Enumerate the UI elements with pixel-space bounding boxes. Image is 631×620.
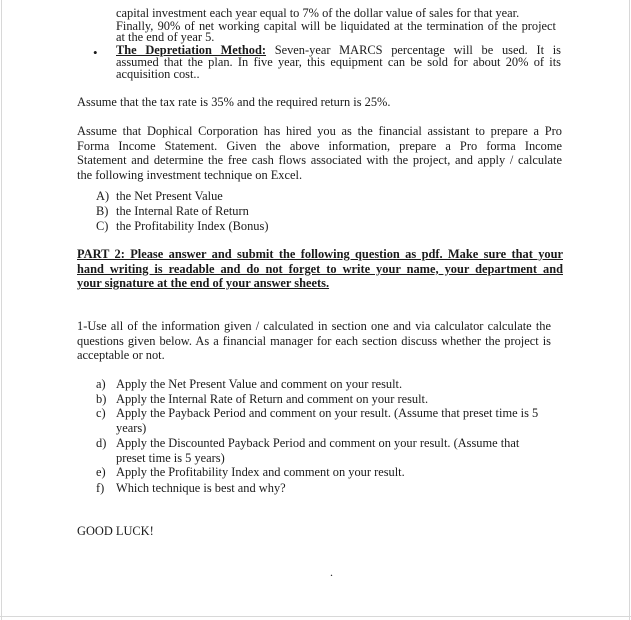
list-text: years): [116, 421, 147, 435]
depreciation-line-2: assumed that the plan. In five year, this equipment can be sold for about 20% of its: [116, 54, 561, 69]
list-label: c): [96, 406, 106, 420]
question-intro: [77, 319, 551, 363]
list-text: Which technique is best and why?: [116, 481, 286, 495]
part2-heading: [77, 247, 563, 291]
list-item: [96, 219, 269, 234]
paragraph-line: Assume that Dophical Corporation has hired you as the financial assistant to prepare a Pro: [77, 124, 562, 138]
depreciation-heading: The Depretiation Method:: [116, 43, 267, 57]
part2-heading-line: hand writing is readable and do not forget to write your name, your department and: [77, 261, 563, 276]
list-item: [96, 481, 286, 496]
previous-bullet-continuation: [116, 6, 556, 45]
continuation-line: at the end of year 5.: [116, 30, 215, 45]
list-label: d): [96, 436, 107, 450]
list-text: Apply the Net Present Value and comment on your result.: [116, 377, 403, 391]
list-label: b): [96, 392, 107, 406]
assignment-paragraph: [77, 124, 562, 182]
list-label: a): [96, 377, 106, 391]
list-item: [96, 377, 403, 392]
list-item: [96, 189, 223, 204]
paragraph-line: Statement and determine the free cash flows associated with the project, and apply / calculate: [77, 153, 562, 168]
part2-heading-line: PART 2: Please answer and submit the following question as pdf. Make sure that your: [77, 247, 563, 261]
intro-line: questions given below. As a financial manager for each section discuss whether the project is: [77, 333, 551, 348]
list-label: A): [96, 189, 110, 203]
depreciation-bullet: [116, 43, 561, 82]
paragraph-line: the following investment technique on Excel.: [77, 167, 303, 182]
list-item: [96, 204, 249, 219]
page-left-edge: [1, 0, 2, 620]
list-text: Apply the Internal Rate of Return and comment on your result.: [116, 392, 429, 406]
list-text: Apply the Profitability Index and comment on your result.: [116, 465, 405, 479]
list-text: Apply the Payback Period and comment on your result. (Assume that preset time is 5: [116, 406, 539, 420]
stray-mark: .: [330, 565, 333, 579]
list-text: Apply the Discounted Payback Period and comment on your result. (Assume that: [116, 436, 520, 450]
list-text: the Internal Rate of Return: [116, 204, 249, 218]
list-label: B): [96, 204, 109, 218]
part2-heading-line: your signature at the end of your answer sheets.: [77, 276, 330, 291]
closing-text: GOOD LUCK!: [77, 524, 154, 538]
continuation-line: Finally, 90% of net working capital will be liquidated at the termination of the project: [116, 18, 556, 33]
list-item: [96, 436, 520, 465]
list-text: the Net Present Value: [116, 189, 223, 203]
continuation-line: capital investment each year equal to 7% of the dollar value of sales for that year.: [116, 6, 520, 20]
list-text: the Profitability Index (Bonus): [116, 219, 269, 233]
page-bottom-edge: [0, 616, 631, 617]
list-label: f): [96, 481, 105, 495]
list-item: [96, 406, 539, 435]
depreciation-text: Seven-year MARCS percentage will be used. It is: [266, 43, 561, 57]
list-item: [96, 392, 429, 407]
depreciation-line-3: acquisition cost..: [116, 67, 200, 82]
bullet-icon: •: [93, 45, 98, 60]
list-item: [96, 465, 405, 480]
page-right-edge: [629, 0, 630, 620]
paragraph-line: Forma Income Statement. Given the above information, prepare a Pro forma Income: [77, 138, 562, 153]
tax-assumption: Assume that the tax rate is 35% and the required return is 25%.: [77, 95, 391, 109]
list-label: C): [96, 219, 109, 233]
intro-line: 1-Use all of the information given / calculated in section one and via calculator calculate the: [77, 319, 551, 333]
intro-line: acceptable or not.: [77, 348, 165, 363]
list-text: preset time is 5 years): [116, 451, 225, 465]
list-label: e): [96, 465, 106, 479]
